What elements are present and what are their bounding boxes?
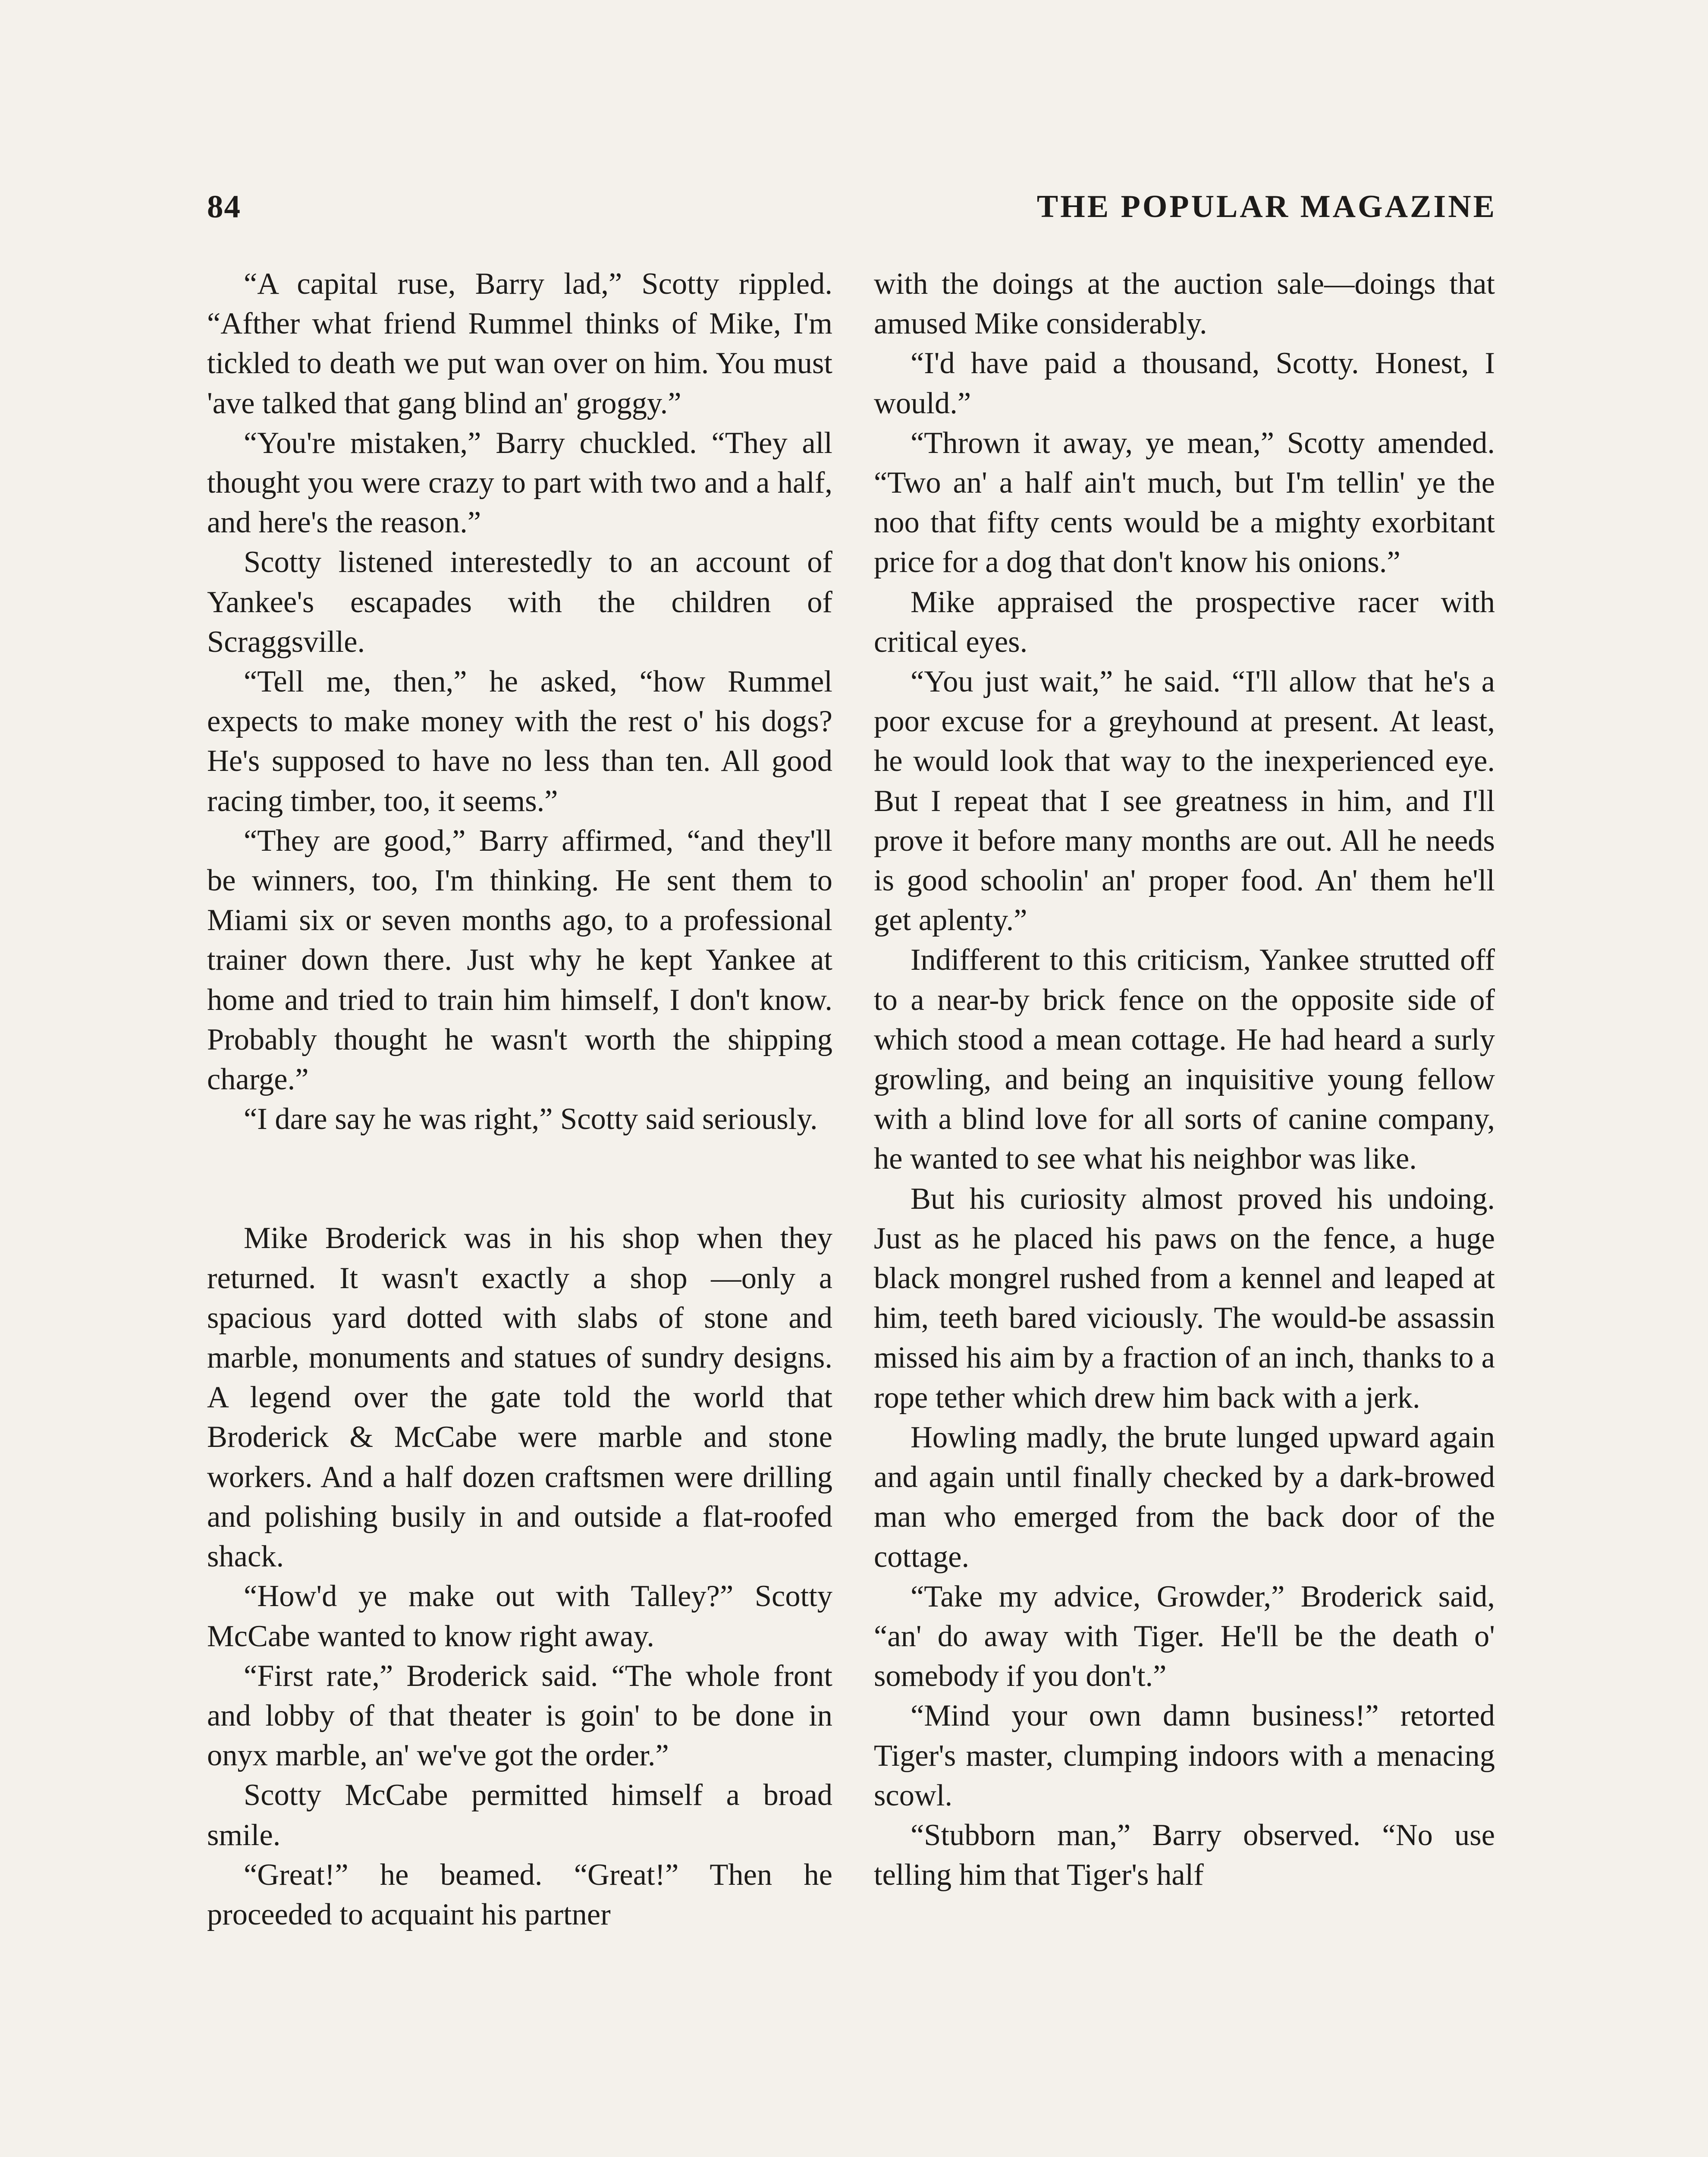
continued-paragraph: with the doings at the auction sale—doings that amused Mike considerably. [874,267,1495,341]
paragraph: “Stubborn man,” Barry observed. “No use telling him that Tiger's half [874,1818,1495,1892]
paragraph: Mike appraised the prospective racer with critical eyes. [874,585,1495,659]
section-break [207,1139,832,1218]
paragraph: “How'd ye make out with Talley?” Scotty McCabe wanted to know right away. [207,1579,832,1653]
paragraph: “Great!” he beamed. “Great!” Then he proceeded to acquaint his partner [207,1858,832,1931]
magazine-title: THE POPULAR MAGAZINE [1036,189,1497,224]
paragraph: “I'd have paid a thousand, Scotty. Honest, I would.” [874,346,1495,420]
paragraph: “Thrown it away, ye mean,” Scotty amended. “Two an' a half ain't much, but I'm tellin' ye the noo that fifty cents would be a mighty exorbitant price for a dog that don't know his onions.” [874,426,1495,579]
left-column [207,264,832,1934]
paragraph: “A capital ruse, Barry lad,” Scotty rippled. “Afther what friend Rummel thinks of Mike, I'm tickled to death we put wan over on him. You must 'ave talked that gang blind an' groggy.” [207,267,832,420]
paragraph: “I dare say he was right,” Scotty said seriously. [244,1102,818,1136]
paragraph: Indifferent to this criticism, Yankee strutted off to a near-by brick fence on the opposite side of which stood a mean cottage. He had heard a surly growling, and being an inquisitive young fellow with a blind love for all sorts of canine company, he wanted to see what his neighbor was like. [874,943,1495,1176]
paragraph: Howling madly, the brute lunged upward again and again until finally checked by a dark-browed man who emerged from the back door of the cottage. [874,1420,1495,1574]
paragraph: Mike Broderick was in his shop when they returned. It wasn't exactly a shop —only a spacious yard dotted with slabs of stone and marble, monuments and statues of sundry designs. A legend over the gate told the world that Broderick & McCabe were marble and stone workers. And a half dozen craftsmen were drilling and polishing busily in and outside a flat-roofed shack. [207,1221,832,1574]
paragraph: “You just wait,” he said. “I'll allow that he's a poor excuse for a greyhound at present. At least, he would look that way to the inexperienced eye. But I repeat that I see greatness in him, and I'll prove it before many months are out. All he needs is good schoolin' an' proper food. An' them he'll get aplenty.” [874,665,1495,937]
running-header [207,189,1497,236]
paragraph: “Tell me, then,” he asked, “how Rummel expects to make money with the rest o' his dogs? He's supposed to have no less than ten. All good racing timber, too, it seems.” [207,665,832,818]
paragraph: “They are good,” Barry affirmed, “and they'll be winners, too, I'm thinking. He sent them to Miami six or seven months ago, to a professional trainer down there. Just why he kept Yankee at home and tried to train him himself, I don't know. Probably thought he wasn't worth the shipping charge.” [207,824,832,1097]
paragraph: “Take my advice, Growder,” Broderick said, “an' do away with Tiger. He'll be the death o' somebody if you don't.” [874,1579,1495,1693]
paragraph: Scotty listened interestedly to an account of Yankee's escapades with the children of Scraggsville. [207,545,832,659]
paragraph: “First rate,” Broderick said. “The whole front and lobby of that theater is goin' to be done in onyx marble, an' we've got the order.” [207,1659,832,1773]
paragraph: “Mind your own damn business!” retorted Tiger's master, clumping indoors with a menacing scowl. [874,1699,1495,1812]
right-column [874,264,1495,1895]
paragraph: But his curiosity almost proved his undoing. Just as he placed his paws on the fence, a huge black mongrel rushed from a kennel and leaped at him, teeth bared viciously. The would-be assassin missed his aim by a fraction of an inch, thanks to a rope tether which drew him back with a jerk. [874,1182,1495,1415]
paragraph: Scotty McCabe permitted himself a broad smile. [207,1778,832,1852]
paragraph: “You're mistaken,” Barry chuckled. “They all thought you were crazy to part with two and a half, and here's the reason.” [207,426,832,540]
page-number: 84 [207,189,241,225]
